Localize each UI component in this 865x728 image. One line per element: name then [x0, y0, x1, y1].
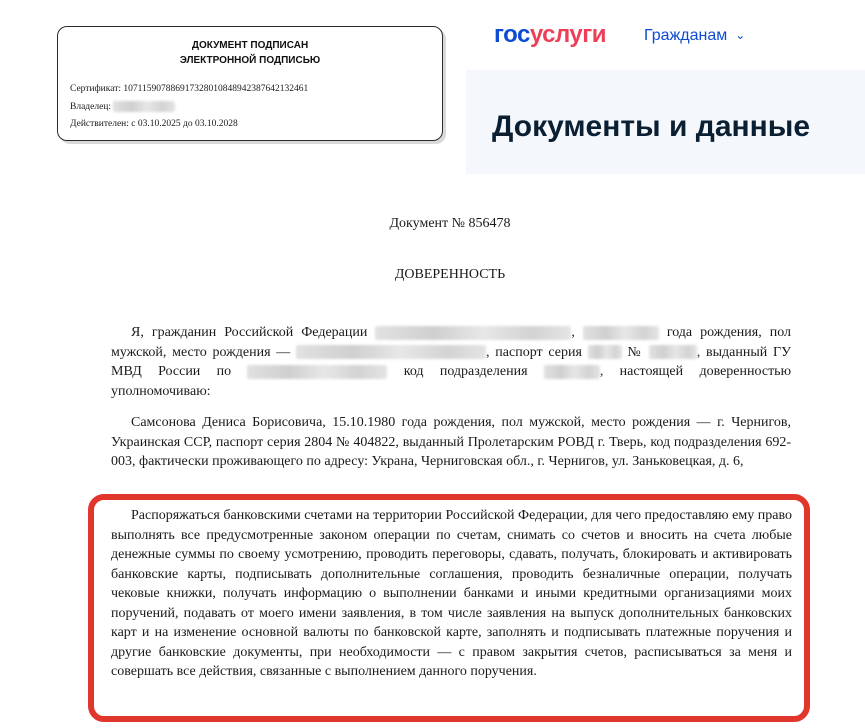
citizens-menu-label: Гражданам [644, 27, 728, 44]
principal-prefix: Я, гражданин Российской Федерации [131, 325, 368, 340]
certificate-value: 1071159078869173280108489423876421324​61 [123, 84, 309, 94]
highlight-frame [88, 494, 810, 722]
signature-title-line1: ДОКУМЕНТ ПОДПИСАН [191, 40, 309, 51]
redacted-code [544, 365, 600, 379]
redacted-passport-number [649, 345, 697, 359]
chevron-down-icon: ⌄ [735, 28, 746, 42]
citizens-menu[interactable] [644, 27, 745, 45]
logo-part-uslugi: услуги [529, 21, 606, 48]
powers-paragraph: Распоряжаться банковскими счетами на территории Российской Федерации, для чего предоставляю ему право выполнять все предусмотренные законом операции по счетам, снимать со счетов и вносить на счета любые денежные суммы по своему усмотрению, проводить переговоры, сдавать, получать, блокировать и активировать банковские карты, подписывать дополнительные соглашения, проводить безналичные операции, получать чековые книжки, получать информацию о выполнении банками и иными кредитными организациями моих поручений, подавать от моего имени заявления, в том числе заявления на выпуск дополнительных банковских карт и на изменение основной валюты по банковской карте, заполнять и подписывать платежные поручения и другие банковские документы, при необходимости — с правом закрытия счетов, расписываться за меня и совершать все действия, связанные с выполнением данного поручения. [111, 508, 792, 679]
signature-stamp-title [58, 38, 442, 68]
principal-code-label: код подразделения [403, 364, 528, 379]
gosuslugi-logo[interactable] [494, 21, 606, 49]
principal-comma: , [696, 344, 701, 360]
validity-value: с 03.10.2025 до 03.10.2028 [131, 119, 238, 129]
redacted-region [247, 365, 387, 379]
redacted-name [375, 326, 571, 340]
owner-label: Владелец: [70, 101, 112, 112]
redacted-birthplace [296, 345, 486, 359]
owner-row [70, 99, 308, 117]
signature-title-line2: ЭЛЕКТРОННОЙ ПОДПИСЬЮ [179, 55, 321, 66]
document-title: ДОВЕРЕННОСТЬ [394, 267, 506, 282]
page-title: Документы и данные [492, 110, 811, 143]
principal-issued-by: выданный ГУ МВД России по [111, 344, 792, 379]
certificate-label: Сертификат: [70, 84, 122, 94]
document-number: Документ № 856478 [389, 216, 511, 231]
principal-birthplace-label: пол мужской, место рождения — [111, 325, 791, 360]
principal-passport-label: , паспорт серия [486, 344, 582, 360]
site-header [466, 0, 865, 70]
attorney-paragraph: Самсонова Дениса Борисовича, 15.10.1980 года рождения, пол мужской, место рождения — г. Чернигов, Украинская ССР, паспорт серия 2804 № 404822, выданный Пролетарским РОВД г. Тверь, код подразделения 692-003, фактически проживающего по адресу: Украна, Черниговская обл., г. Чернигов, ул. Заньковецкая, д. 6, [111, 415, 791, 469]
certificate-row [70, 81, 308, 99]
principal-birth-text: года рождения, [666, 325, 762, 340]
redacted-owner [113, 101, 175, 112]
principal-paragraph: Я, гражданин Российской Федерации , года рождения, пол мужской, место рождения — , паспорт серия № , выданный ГУ МВД России по код подразделения , настоящей доверенностью уполномочиваю: [111, 325, 792, 399]
principal-passport-no-label: № [627, 344, 644, 360]
validity-row [70, 116, 308, 134]
page-title-panel [466, 70, 865, 174]
redacted-passport-series [588, 345, 622, 359]
validity-label: Действителен: [70, 119, 129, 129]
principal-suffix: , настоящей доверенностью уполномочиваю: [111, 364, 792, 399]
signature-stamp [57, 26, 443, 141]
signature-details [70, 81, 308, 134]
logo-part-gos: гос [494, 21, 530, 48]
redacted-birthdate [583, 326, 659, 340]
